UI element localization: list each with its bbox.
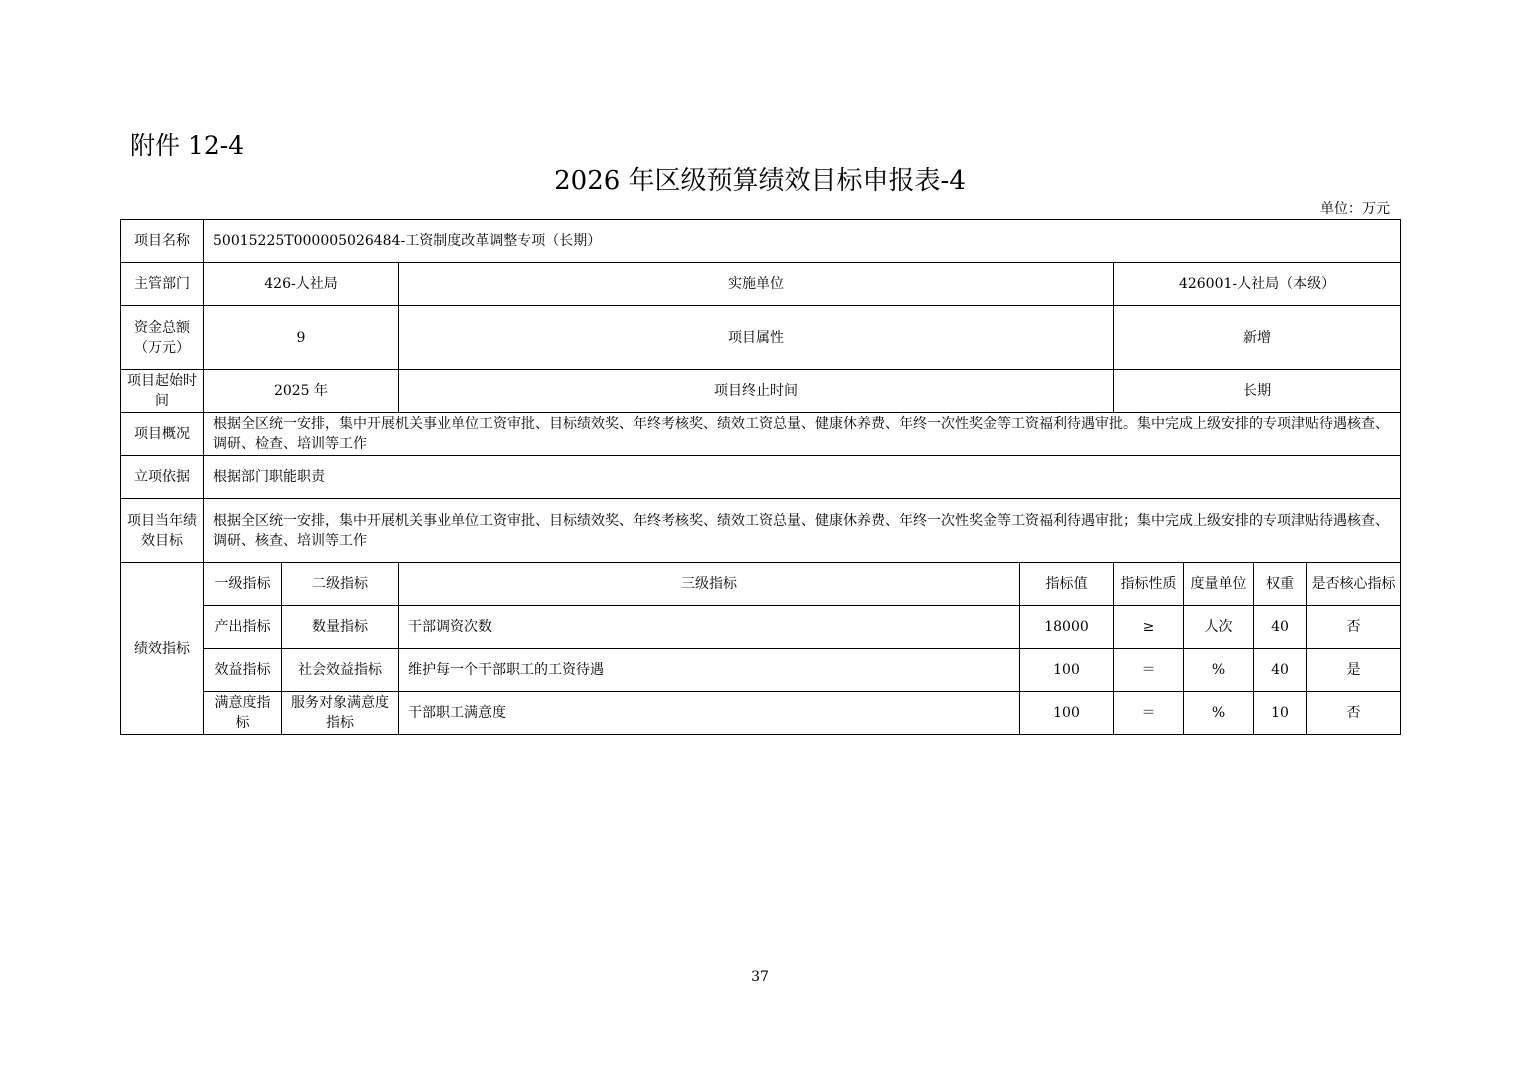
indicator-unit: 人次	[1184, 606, 1254, 649]
end-time-label: 项目终止时间	[399, 370, 1114, 413]
budget-target-table	[120, 219, 1401, 735]
header-unit: 度量单位	[1184, 563, 1254, 606]
project-name-label: 项目名称	[121, 220, 204, 263]
indicator-value: 100	[1020, 649, 1114, 692]
indicator-level2: 服务对象满意度指标	[282, 692, 399, 735]
header-nature: 指标性质	[1114, 563, 1184, 606]
basis-label: 立项依据	[121, 456, 204, 499]
indicator-level1: 产出指标	[204, 606, 282, 649]
indicator-nature: ＝	[1114, 649, 1184, 692]
indicator-weight: 40	[1254, 606, 1307, 649]
annual-goal-label: 项目当年绩效目标	[121, 499, 204, 563]
table-row	[121, 692, 1401, 735]
annual-goal-value: 根据全区统一安排，集中开展机关事业单位工资审批、目标绩效奖、年终考核奖、绩效工资总量、健康休养费、年终一次性奖金等工资福利待遇审批；集中完成上级安排的专项津贴待遇核查、调研、核查、培训等工作	[204, 499, 1401, 563]
row-fund	[121, 306, 1401, 370]
attachment-label: 附件 12-4	[130, 131, 245, 160]
department-value: 426-人社局	[204, 263, 399, 306]
header-value: 指标值	[1020, 563, 1114, 606]
row-indicator-headers	[121, 563, 1401, 606]
indicator-value: 100	[1020, 692, 1114, 735]
indicator-level1: 满意度指标	[204, 692, 282, 735]
indicator-core: 是	[1307, 649, 1401, 692]
header-weight: 权重	[1254, 563, 1307, 606]
row-annual-goal	[121, 499, 1401, 563]
page-title: 2026 年区级预算绩效目标申报表-4	[554, 166, 966, 196]
row-period	[121, 370, 1401, 413]
project-attribute-value: 新增	[1114, 306, 1401, 370]
implementing-unit-label: 实施单位	[399, 263, 1114, 306]
header-level2: 二级指标	[282, 563, 399, 606]
overview-value: 根据全区统一安排，集中开展机关事业单位工资审批、目标绩效奖、年终考核奖、绩效工资总量、健康休养费、年终一次性奖金等工资福利待遇审批。集中完成上级安排的专项津贴待遇核查、调研、检查、培训等工作	[204, 413, 1401, 456]
indicators-section-label: 绩效指标	[121, 563, 204, 735]
header-core: 是否核心指标	[1307, 563, 1401, 606]
fund-value: 9	[204, 306, 399, 370]
fund-label: 资金总额（万元）	[121, 306, 204, 370]
indicator-level2: 数量指标	[282, 606, 399, 649]
indicator-level2: 社会效益指标	[282, 649, 399, 692]
indicator-nature: ≥	[1114, 606, 1184, 649]
indicator-core: 否	[1307, 692, 1401, 735]
unit-label: 单位：万元	[1320, 201, 1390, 217]
end-time-value: 长期	[1114, 370, 1401, 413]
indicator-weight: 40	[1254, 649, 1307, 692]
indicator-weight: 10	[1254, 692, 1307, 735]
indicator-unit: %	[1184, 692, 1254, 735]
department-label: 主管部门	[121, 263, 204, 306]
row-department	[121, 263, 1401, 306]
indicator-level3: 维护每一个干部职工的工资待遇	[399, 649, 1020, 692]
project-name-value: 50015225T000005026484-工资制度改革调整专项（长期）	[204, 220, 1401, 263]
header-level1: 一级指标	[204, 563, 282, 606]
indicator-nature: ＝	[1114, 692, 1184, 735]
indicator-value: 18000	[1020, 606, 1114, 649]
indicator-level3: 干部职工满意度	[399, 692, 1020, 735]
indicator-unit: %	[1184, 649, 1254, 692]
indicator-level1: 效益指标	[204, 649, 282, 692]
basis-value: 根据部门职能职责	[204, 456, 1401, 499]
project-attribute-label: 项目属性	[399, 306, 1114, 370]
indicator-level3: 干部调资次数	[399, 606, 1020, 649]
table-row	[121, 606, 1401, 649]
row-overview	[121, 413, 1401, 456]
indicator-core: 否	[1307, 606, 1401, 649]
header-level3: 三级指标	[399, 563, 1020, 606]
start-time-label: 项目起始时间	[121, 370, 204, 413]
page-number: 37	[751, 969, 769, 985]
table-row	[121, 649, 1401, 692]
start-time-value: 2025 年	[204, 370, 399, 413]
overview-label: 项目概况	[121, 413, 204, 456]
row-basis	[121, 456, 1401, 499]
implementing-unit-value: 426001-人社局（本级）	[1114, 263, 1401, 306]
row-project-name	[121, 220, 1401, 263]
